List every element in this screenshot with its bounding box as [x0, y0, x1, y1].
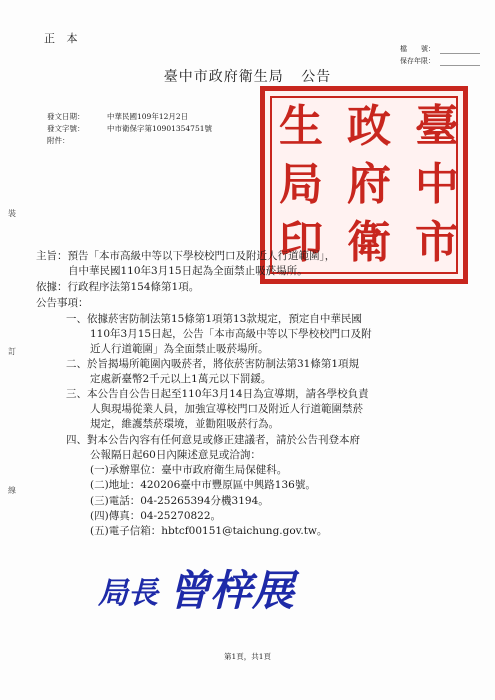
binding-mark-middle: 訂 — [8, 347, 16, 356]
item-3-line-2: 人與現場從業人員，加強宣導校門口及附近人行道範圍禁菸 — [90, 403, 363, 415]
attachment-label: 附件： — [47, 136, 70, 145]
seal-character: 府 — [347, 159, 391, 210]
legal-basis: 依據：行政程序法第154條第1項。 — [36, 281, 200, 293]
binding-mark-top: 裝 — [8, 209, 16, 218]
subject-line-2: 自中華民國110年3月15日起為全面禁止吸菸場所。 — [68, 265, 308, 277]
issue-date-row — [47, 111, 188, 122]
item-2-line-2: 定處新臺幣2千元以上1萬元以下罰鍰。 — [90, 373, 272, 385]
seal-character: 中 — [415, 159, 459, 210]
item-1-line-1: 一、依據菸害防制法第15條第1項第13款規定，預定自中華民國 — [66, 313, 362, 325]
issuing-agency: 臺中市政府衛生局 — [163, 69, 284, 85]
issue-date-label: 發文日期： — [47, 112, 85, 121]
document-number-value: 中市衛保字第10901354751號 — [107, 124, 212, 133]
signature-name: 曾梓展 — [168, 566, 295, 615]
file-number-field — [440, 44, 480, 54]
binding-mark-bottom: 線 — [8, 486, 16, 495]
signature-title: 局長 — [98, 576, 158, 611]
seal-character: 市 — [415, 217, 459, 268]
document-type: 公告 — [301, 69, 332, 85]
seal-character: 局 — [279, 159, 323, 210]
document-title — [0, 66, 495, 86]
copy-mark: 正 本 — [44, 32, 82, 45]
seal-character: 臺 — [415, 101, 459, 152]
item-1-line-2: 110年3月15日起，公告「本市高級中等以下學校校門口及附 — [90, 328, 372, 340]
seal-character: 政 — [347, 101, 391, 152]
document-number-label: 發文字號： — [47, 124, 85, 133]
contact-unit: (一)承辦單位：臺中市政府衛生局保健科。 — [90, 464, 288, 476]
issue-date-value: 中華民國109年12月2日 — [107, 112, 189, 121]
item-3-line-3: 規定，維護禁菸環境，並勸阻吸菸行為。 — [90, 418, 279, 430]
page-number: 第1頁，共1頁 — [223, 652, 272, 661]
contact-address: (二)地址：420206臺中市豐原區中興路136號。 — [90, 479, 316, 491]
seal-character: 印 — [279, 217, 323, 268]
attachment-row — [47, 135, 107, 146]
contact-fax: (四)傳真：04-25270822。 — [90, 510, 222, 522]
subject-line-1: 主旨：預告「本市高級中等以下學校校門口及附近人行道範圍」， — [36, 250, 336, 262]
contact-email: (五)電子信箱：hbtcf00151@taichung.gov.tw。 — [90, 525, 328, 537]
contact-phone: (三)電話：04-25265394分機3194。 — [90, 495, 269, 507]
item-1-line-3: 近人行道範圍」為全面禁止吸菸場所。 — [90, 343, 269, 355]
seal-character: 生 — [279, 101, 323, 152]
retention-period-field — [440, 56, 480, 66]
file-number-label: 檔 號： — [400, 45, 435, 53]
document-number-row — [47, 123, 212, 134]
announcement-items-heading: 公告事項： — [36, 297, 89, 309]
item-3-line-1: 三、本公告自公告日起至110年3月14日為宣導期，請各學校負責 — [66, 388, 369, 400]
item-4-line-2: 公報隔日起60日內陳述意見或洽詢： — [90, 449, 261, 461]
item-2-line-1: 二、於旨揭場所範圍內吸菸者，將依菸害防制法第31條第1項規 — [66, 358, 360, 370]
item-4-line-1: 四、對本公告內容有任何意見或修正建議者，請於公告刊登本府 — [66, 434, 360, 446]
retention-period-label: 保存年限： — [400, 57, 435, 65]
seal-character: 衛 — [347, 217, 391, 268]
